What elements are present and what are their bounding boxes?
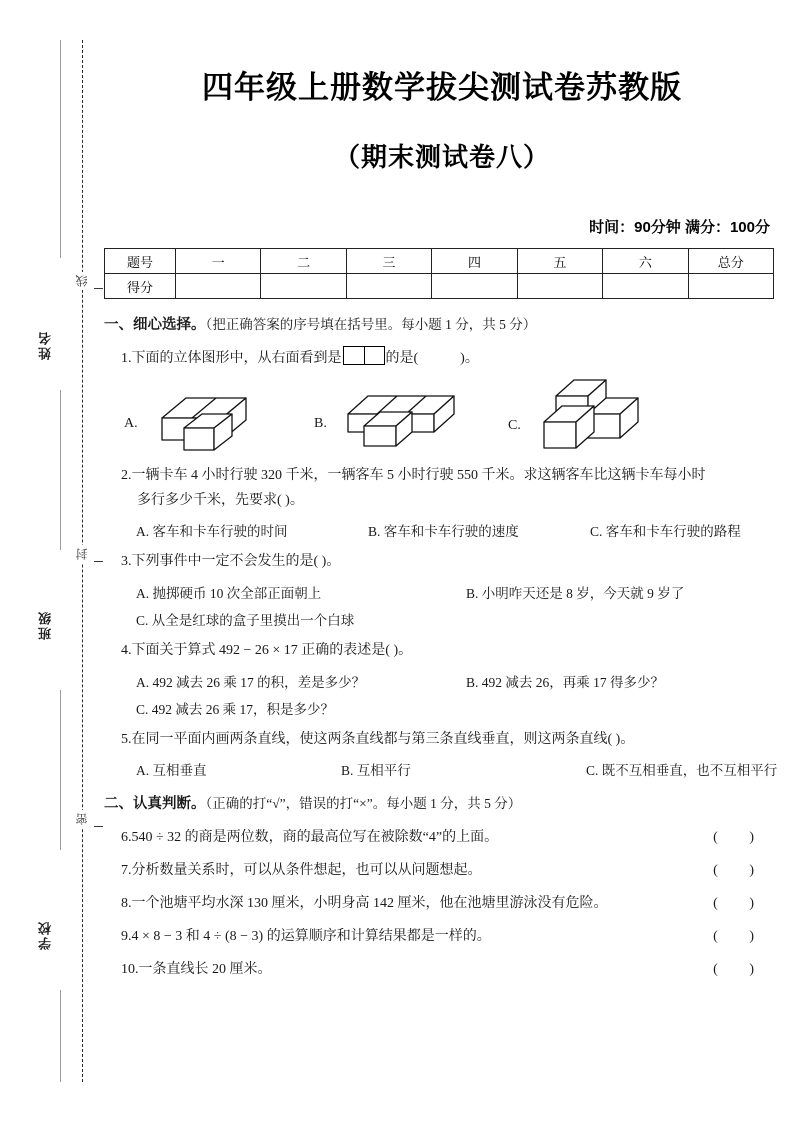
judge-question-10 [104, 959, 780, 980]
exam-paper-body [104, 0, 780, 980]
question-1-text-end: )。 [460, 351, 479, 367]
seal-tick-2 [94, 561, 103, 562]
judge-question-9 [104, 926, 780, 947]
score-cell-5[interactable] [517, 274, 602, 299]
question-3-line1[interactable]: 下列事件中一定不会发生的是( )。 [131, 554, 341, 570]
question-3-options-row1 [104, 582, 780, 602]
label-class: 班级 [38, 610, 53, 640]
question-2-option-b[interactable]: B. 客车和卡车行驶的速度 [368, 524, 519, 540]
judge-8-answer-box[interactable]: ( ) [713, 895, 768, 911]
score-col-5: 五 [517, 249, 602, 274]
question-1-text-before: 下面的立体图形中，从右面看到是 [131, 351, 342, 367]
question-2-option-a[interactable]: A. 客车和卡车行驶的时间 [136, 524, 288, 540]
judge-10-text: 一条直线长 20 厘米。 [138, 961, 272, 977]
cube-figure-b-icon [338, 384, 478, 452]
cube-figure-c-icon [532, 376, 662, 454]
seal-char-secret: 密 [73, 810, 92, 828]
score-col-2: 二 [261, 249, 346, 274]
score-col-3: 三 [346, 249, 431, 274]
judge-8-text: 一个池塘平均水深 130 厘米，小明身高 142 厘米，他在池塘里游泳没有危险。 [131, 895, 608, 911]
question-5-option-a[interactable]: A. 互相垂直 [136, 763, 207, 779]
question-5-option-b[interactable]: B. 互相平行 [341, 763, 411, 779]
judge-9-number: 9. [121, 928, 132, 944]
question-3-number: 3. [121, 554, 132, 570]
question-5-number: 5. [121, 731, 132, 747]
question-3 [104, 551, 780, 573]
figure-c-label: C. [508, 417, 521, 433]
score-col-total: 总分 [688, 249, 773, 274]
judge-10-answer-box[interactable]: ( ) [713, 961, 768, 977]
judge-question-7 [104, 860, 780, 881]
question-2 [104, 465, 780, 487]
question-5 [104, 729, 780, 751]
judge-7-number: 7. [121, 862, 132, 878]
score-cell-2[interactable] [261, 274, 346, 299]
question-4-option-b[interactable]: B. 492 减去 26，再乘 17 得多少？ [466, 674, 665, 690]
score-cell-1[interactable] [176, 274, 261, 299]
question-3-option-b[interactable]: B. 小明咋天还是 8 岁，今天就 9 岁了 [466, 586, 685, 602]
judge-7-text: 分析数量关系时，可以从条件想起，也可以从问题想起。 [131, 862, 482, 878]
score-col-6: 六 [603, 249, 688, 274]
judge-6-answer-box[interactable]: ( ) [713, 829, 768, 845]
score-col-4: 四 [432, 249, 517, 274]
question-1-figures [104, 376, 780, 454]
label-student-name: 姓名 [38, 330, 53, 360]
question-4-option-a[interactable]: A. 492 减去 26 乘 17 的积，差是多少？ [136, 674, 366, 690]
judge-6-number: 6. [121, 829, 132, 845]
question-5-options [104, 759, 780, 779]
table-row-header [105, 249, 774, 274]
section-2-number: 二、 [104, 796, 133, 813]
judge-6-text: 540 ÷ 32 的商是两位数，商的最高位写在被除数“4”的上面。 [131, 829, 499, 845]
judge-question-8 [104, 893, 780, 914]
seal-margin [0, 0, 100, 1122]
figure-a-label: A. [124, 415, 138, 431]
seal-tick-3 [94, 826, 103, 827]
margin-rule-mid2 [60, 690, 61, 850]
question-2-option-c[interactable]: C. 客车和卡车行驶的路程 [590, 524, 741, 540]
question-3-options-row2 [104, 609, 780, 629]
page-title: 四年级上册数学拔尖测试卷苏教版 [202, 70, 682, 105]
judge-question-6 [104, 827, 780, 848]
question-4 [104, 640, 780, 662]
question-1 [104, 346, 780, 370]
score-cell-total[interactable] [688, 274, 773, 299]
page-subtitle: （期末测试卷八） [333, 142, 550, 172]
score-table [104, 248, 774, 299]
section-1-note: （把正确答案的序号填在括号里。每小题 1 分，共 5 分） [205, 317, 537, 332]
label-school: 学校 [38, 920, 53, 950]
question-3-option-c[interactable]: C. 从全是红球的盒子里摸出一个白球 [136, 613, 355, 629]
question-4-line1[interactable]: 下面关于算式 492 − 26 × 17 正确的表述是( )。 [131, 643, 413, 659]
section-2-name: 认真判断。 [133, 796, 206, 813]
question-1-number: 1. [121, 351, 132, 367]
section-2-note: （正确的打“√”，错误的打“×”。每小题 1 分，共 5 分） [205, 796, 522, 812]
judge-8-number: 8. [121, 895, 132, 911]
judge-7-answer-box[interactable]: ( ) [713, 862, 768, 878]
question-5-line1[interactable]: 在同一平面内画两条直线，使这两条直线都与第三条直线垂直，则这两条直线( )。 [131, 731, 635, 747]
seal-char-line: 线 [73, 272, 92, 290]
question-2-line2[interactable]: 多行多少千米，先要求( )。 [137, 492, 304, 508]
score-cell-4[interactable] [432, 274, 517, 299]
seal-tick-1 [94, 288, 103, 289]
figure-b-label: B. [314, 415, 327, 431]
score-cell-6[interactable] [603, 274, 688, 299]
margin-rule-bottom [60, 990, 61, 1082]
judge-9-text: 4 × 8 − 3 和 4 ÷ (8 − 3) 的运算顺序和计算结果都是一样的。 [131, 928, 491, 944]
score-cell-3[interactable] [346, 274, 431, 299]
seal-char-seal: 封 [73, 545, 92, 563]
question-4-options-row2 [104, 698, 780, 718]
margin-rule-mid1 [60, 390, 61, 550]
question-2-line1: 一辆卡车 4 小时行驶 320 千米，一辆客车 5 小时行驶 550 千米。求这辆客车比这辆卡车每小时 [131, 467, 706, 483]
margin-rule-top [60, 40, 61, 258]
score-table-row-label-score: 得分 [105, 274, 176, 299]
score-table-row-label-number: 题号 [105, 249, 176, 274]
section-header-choice [104, 315, 780, 335]
question-5-option-c[interactable]: C. 既不互相垂直，也不互相平行 [586, 763, 778, 779]
table-row-scores [105, 274, 774, 299]
question-2-number: 2. [121, 467, 132, 483]
question-1-text-after: 的是( [385, 351, 419, 367]
question-3-option-a[interactable]: A. 抛掷硬币 10 次全部正面朝上 [136, 586, 322, 602]
section-1-number: 一、 [104, 317, 133, 333]
view-figure-icon [343, 346, 385, 365]
question-4-number: 4. [121, 643, 132, 659]
question-2-options [104, 520, 780, 540]
exam-meta: 时间：90分钟 满分：100分 [589, 219, 770, 236]
section-1-name: 细心选择。 [133, 317, 206, 333]
judge-9-answer-box[interactable]: ( ) [713, 928, 768, 944]
question-4-options-row1 [104, 671, 780, 691]
question-4-option-c[interactable]: C. 492 减去 26 乘 17，积是多少？ [136, 701, 335, 717]
question-2-line2-row [104, 490, 780, 512]
score-col-1: 一 [176, 249, 261, 274]
cube-figure-a-icon [148, 382, 268, 454]
judge-10-number: 10. [121, 961, 139, 977]
section-header-judge [104, 794, 780, 814]
